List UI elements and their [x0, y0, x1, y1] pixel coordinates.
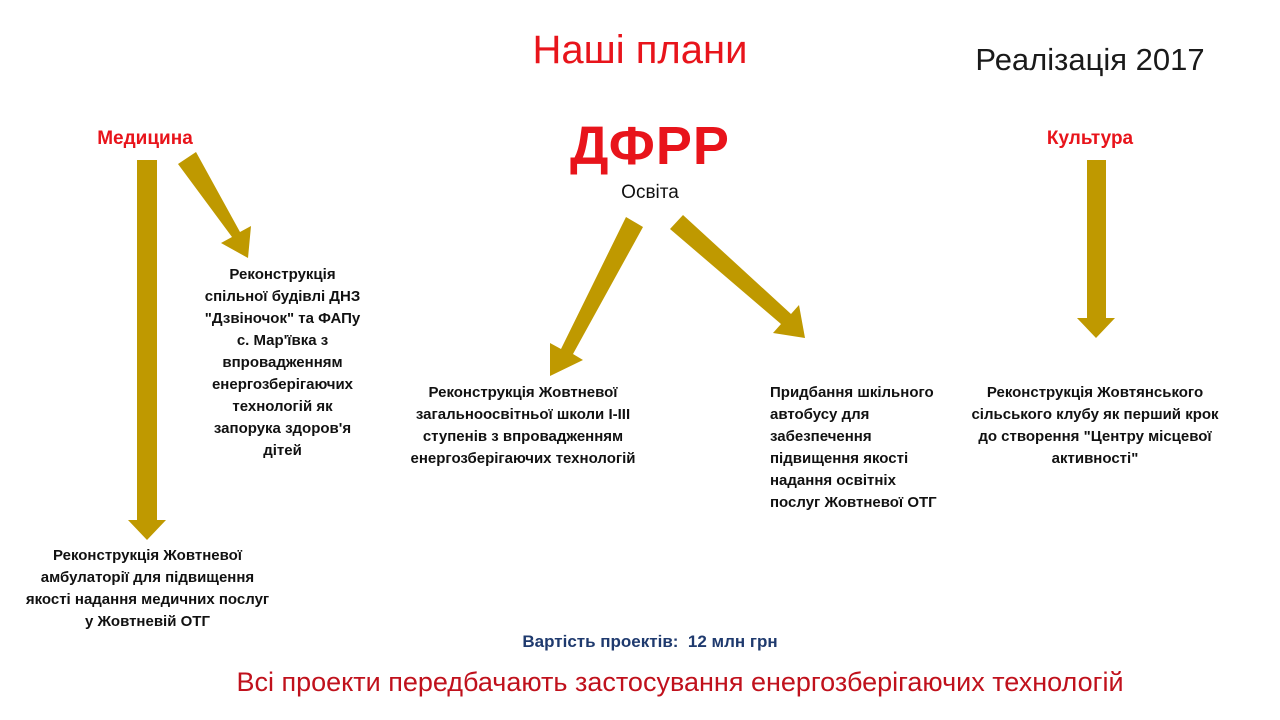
project-medicine-dnz: Реконструкція спільної будівлі ДНЗ "Дзвіночок" та ФАПу с. Мар'ївка з впровадженням енергозберігаючих технологій як запорука здоров'я дітей [204, 266, 361, 459]
footer-note: Всі проекти передбачають застосування енергозберігаючих технологій [236, 667, 1124, 697]
page-title: Наші плани [532, 28, 748, 72]
center-sub-label: Освіта [621, 182, 679, 203]
cost-value: 12 млн грн [687, 632, 778, 651]
cost-line [440, 632, 860, 652]
year-label: Реалізація 2017 [975, 42, 1205, 77]
category-medicine: Медицина [97, 128, 193, 149]
category-culture: Культура [1046, 128, 1134, 149]
project-education-bus: Придбання шкільного автобусу для забезпечення підвищення якості надання освітніх послуг Жовтневої ОТГ [770, 384, 937, 511]
project-education-school: Реконструкція Жовтневої загальноосвітньої школи І-ІІІ ступенів з впровадженням енергозберігаючих технологій [410, 384, 636, 467]
arrow-education-left [550, 217, 643, 376]
project-medicine-ambulatory: Реконструкція Жовтневої амбулаторії для підвищення якості надання медичних послуг у Жовтневій ОТГ [25, 547, 270, 630]
arrow-medicine-down [128, 160, 166, 540]
center-label: ДФРР [570, 116, 730, 176]
arrow-education-right [670, 215, 805, 338]
cost-label: Вартість проектів: [522, 632, 679, 651]
arrow-medicine-diagonal [178, 152, 251, 258]
project-culture-club: Реконструкція Жовтянського сільського клубу як перший крок до створення "Центру місцевої активності" [971, 384, 1219, 467]
arrow-culture-down [1077, 160, 1115, 338]
